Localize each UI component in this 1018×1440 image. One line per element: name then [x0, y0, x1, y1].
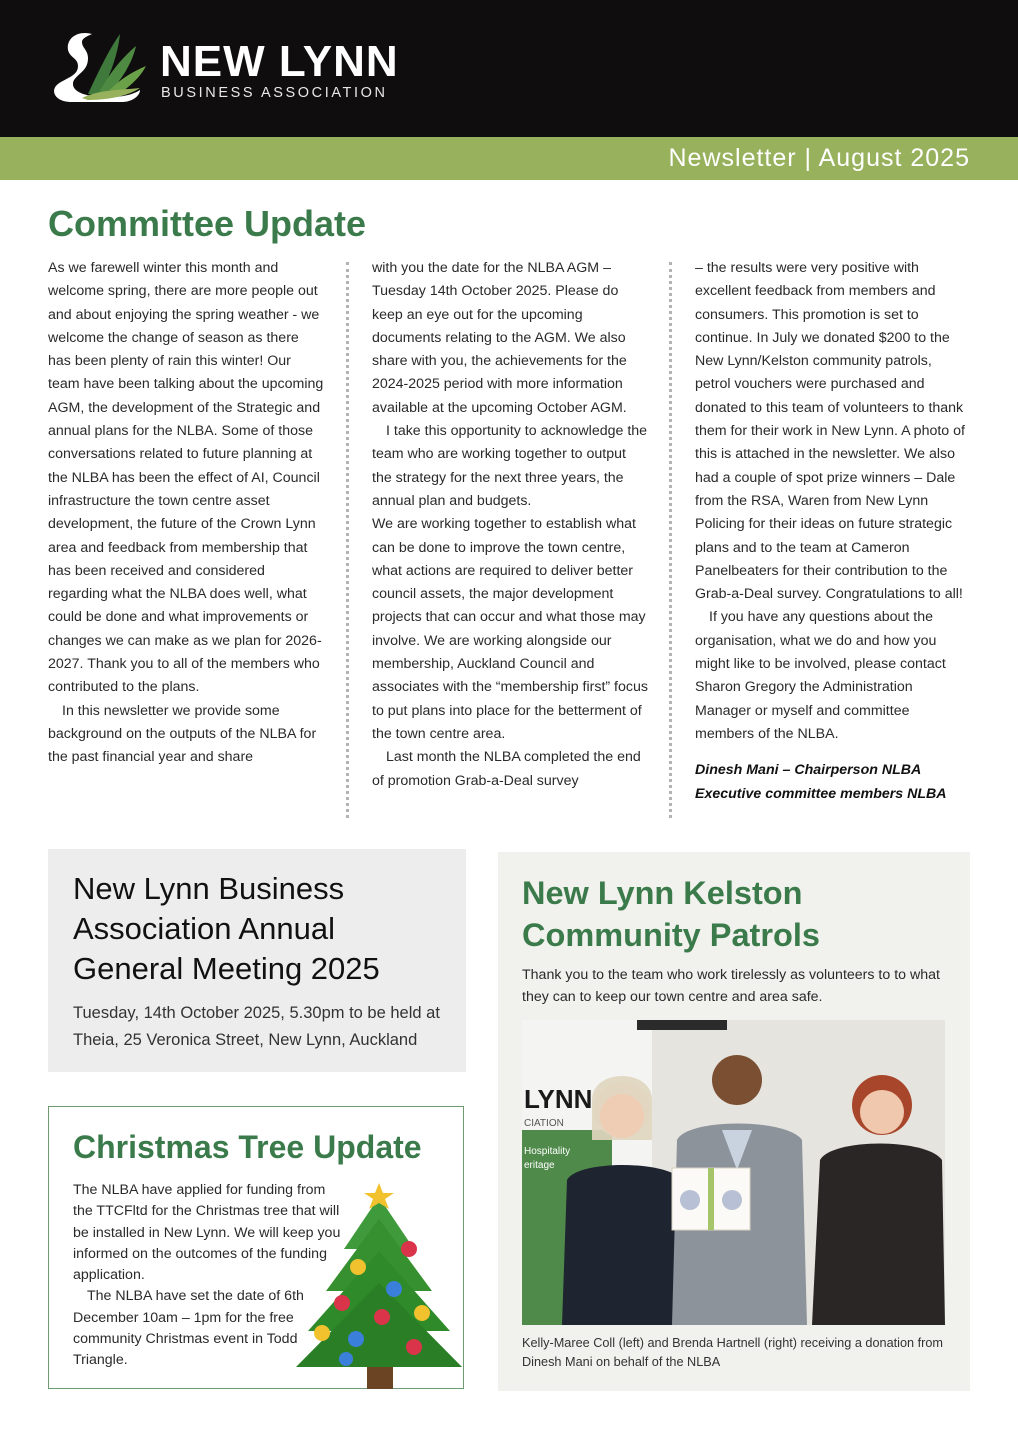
paragraph: The NLBA have applied for funding from the TTCFltd for the Christmas tree that will be installed in New Lynn. We will keep you informed on the outcomes of the funding application.	[73, 1182, 341, 1284]
paragraph: As we farewell winter this month and welcome spring, there are more people out and about enjoying the spring weather - we welcome the change of season as there has been plenty of rain this winter! Our team have been talking about the upcoming AGM, the development of the Strategic and annual plans for the NLBA. Some of those conversations related to future planning at the NLBA has been the effect of AI, Council infrastructure the town centre asset development, the future of the Crown Lynn area and feedback from membership that has been received and considered regarding what the NLBA does well, what could be done and what improvements or changes we can make as we plan for 2026- 2027. Thank you to all of the members who contributed to the plans.	[48, 260, 324, 696]
signature-line-1: Dinesh Mani – Chairperson NLBA	[695, 762, 922, 779]
sign-text: CIATION	[524, 1118, 564, 1129]
paragraph: The NLBA have set the date of 6th December 10am – 1pm for the free community Christmas event in Todd Triangle.	[73, 1288, 304, 1369]
patrols-title-line-2: Community Patrols	[522, 917, 820, 953]
newsletter-date: Newsletter | August 2025	[668, 144, 970, 172]
sign-text: Hospitality	[524, 1146, 571, 1157]
signature	[695, 759, 971, 806]
brand-name: NEW LYNN	[160, 37, 399, 86]
patrols-title-line-1: New Lynn Kelston	[522, 875, 803, 911]
newsletter-band	[0, 137, 1018, 180]
paragraph: with you the date for the NLBA AGM – Tuesday 14th October 2025. Please do keep an eye out for the upcoming documents relating to the AGM. We also share with you, the achievements for the 2024-2025 period with more information available at the upcoming October AGM.	[372, 260, 627, 416]
paragraph: I take this opportunity to acknowledge the team who are working together to output the strategy for the next three years, the annual plan and budgets.	[372, 423, 648, 509]
agm-details: Tuesday, 14th October 2025, 5.30pm to be held at Theia, 25 Veronica Street, New Lynn, Auckland	[73, 1004, 440, 1049]
donation-photo-illustration	[522, 1020, 945, 1325]
committee-title: Committee Update	[48, 203, 367, 244]
brand-subtitle: BUSINESS ASSOCIATION	[161, 85, 388, 101]
agm-title: New Lynn Business Association Annual General Meeting 2025	[73, 871, 380, 986]
header-bar	[0, 0, 1018, 137]
paragraph: In this newsletter we provide some background on the outputs of the NLBA for the past financial year and share	[48, 702, 317, 766]
paragraph: If you have any questions about the organisation, what we do and how you might like to be involved, please contact Sharon Gregory the Administration Manager or myself and committee members of the NLBA.	[695, 609, 946, 742]
patrols-intro: Thank you to the team who work tirelessly as volunteers to to what they can to keep our town centre and area safe.	[522, 967, 940, 1005]
paragraph: – the results were very positive with excellent feedback from members and consumers. This promotion is set to continue. In July we donated $200 to the New Lynn/Kelston community patrols, petrol vouchers were purchased and donated to this team of volunteers to thank them for their work in New Lynn. A photo of this is attached in the newsletter. We also had a couple of spot prize winners – Dale from the RSA, Waren from New Lynn Policing for their ideas on future strategic plans and to the team at Cameron Panelbeaters for their contribution to the Grab-a-Deal survey. Congratulations to all!	[695, 260, 965, 603]
signature-line-2: Executive committee members NLBA	[695, 785, 947, 802]
christmas-box	[48, 1106, 464, 1389]
column-divider	[669, 262, 672, 818]
column-divider	[346, 262, 349, 818]
patrols-title	[522, 872, 820, 956]
donation-photo	[522, 1020, 945, 1325]
christmas-title: Christmas Tree Update	[73, 1129, 422, 1165]
photo-caption: Kelly-Maree Coll (left) and Brenda Hartnell (right) receiving a donation from Dinesh Mani on behalf of the NLBA	[522, 1336, 943, 1369]
paragraph: We are working together to establish what can be done to improve the town centre, what actions are required to deliver better council assets, the major development projects that can occur and what those may involve. We are working alongside our membership, Auckland Council and associates with the “membership first” focus to put plans into place for the betterment of the town centre area.	[372, 516, 648, 742]
committee-column-3	[695, 257, 971, 806]
agm-box	[48, 849, 466, 1072]
christmas-tree-icon	[294, 1179, 464, 1391]
swan-logo-icon	[48, 28, 148, 108]
paragraph: Last month the NLBA completed the end of promotion Grab-a-Deal survey	[372, 749, 641, 789]
committee-column-1	[48, 257, 324, 770]
sign-text: eritage	[524, 1160, 555, 1171]
sign-text: LYNN	[524, 1084, 593, 1114]
patrols-box	[498, 852, 970, 1391]
committee-column-2	[372, 257, 648, 793]
